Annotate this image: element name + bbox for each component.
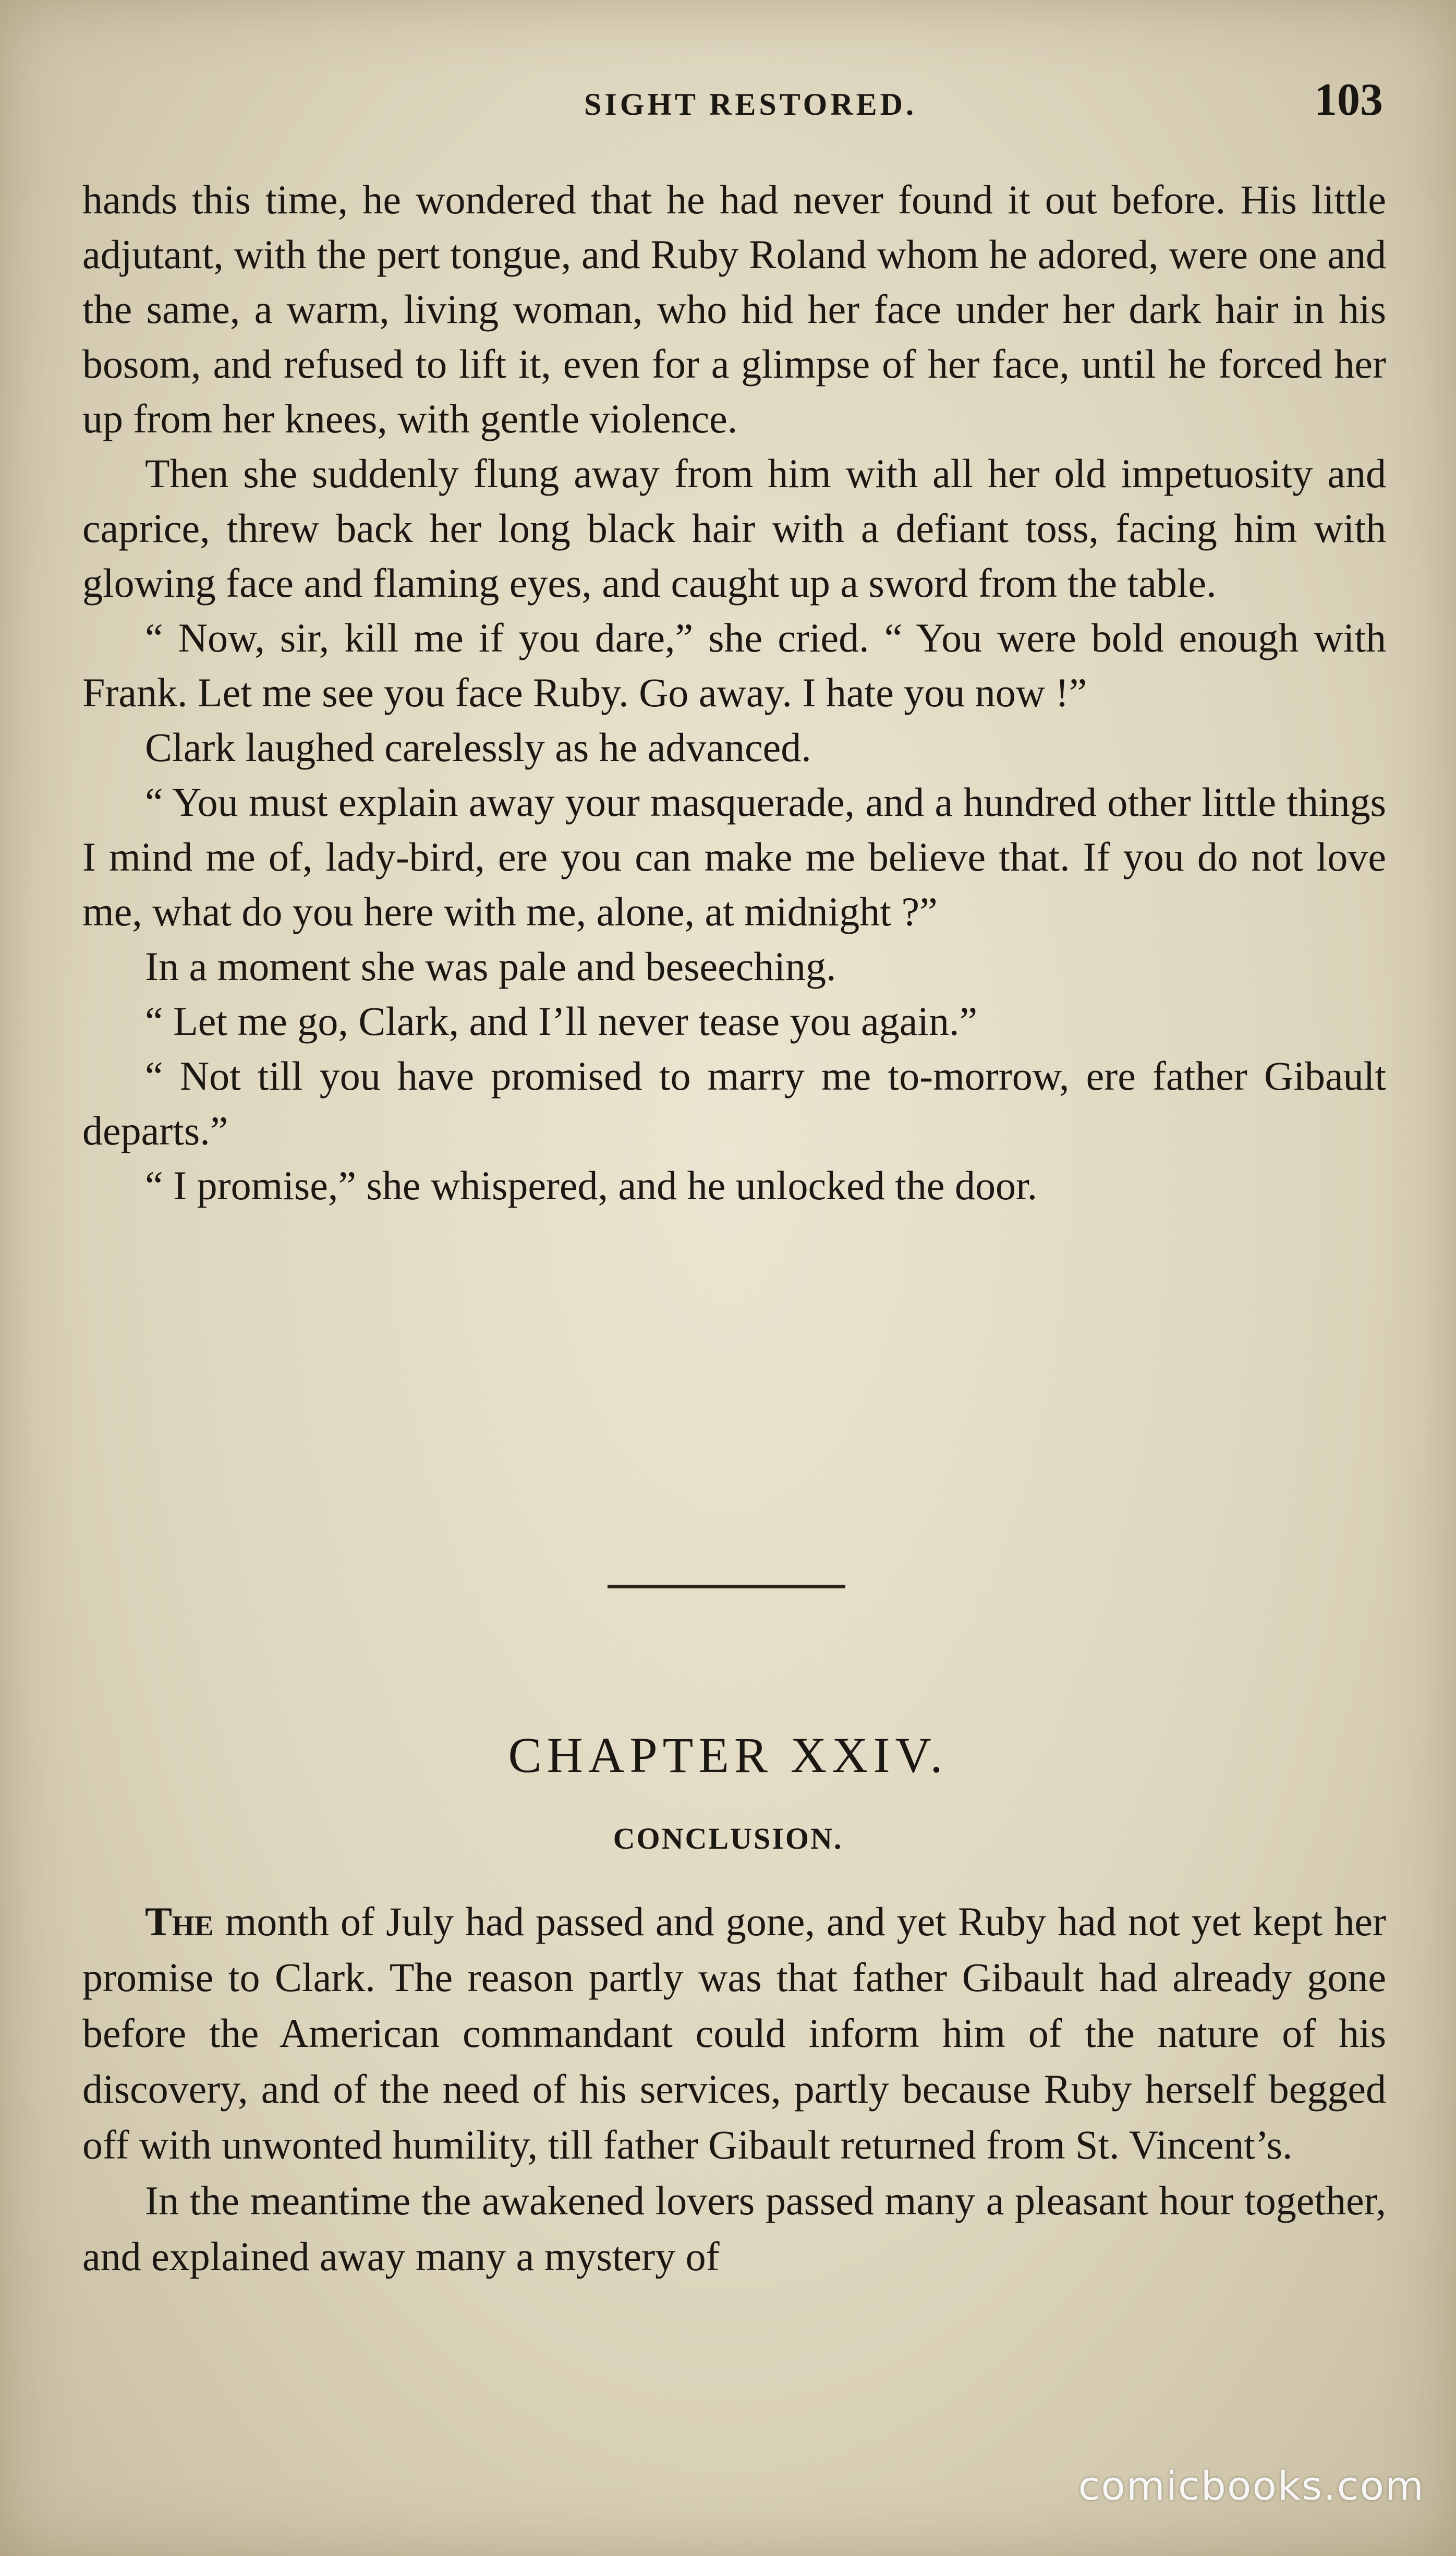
body-text-chapter xyxy=(82,1894,1386,2284)
page-header xyxy=(0,75,1456,141)
watermark: comicbooks.com xyxy=(1078,2463,1425,2509)
body-text-top xyxy=(82,172,1386,1213)
chapter-lead-word: The xyxy=(145,1899,214,1944)
paragraph xyxy=(82,1894,1386,2173)
page-number: 103 xyxy=(1314,75,1383,125)
paragraph: “ Now, sir, kill me if you dare,” she cried. “ You were bold enough with Frank. Let me see you face Ruby. Go away. I hate you now !” xyxy=(82,615,1386,715)
paragraph: “ You must explain away your masquerade, and a hundred other little things I mind me of, lady-bird, ere you can make me believe that. If you do not love me, what do you here with me, alone, at midnight ?” xyxy=(82,779,1386,934)
paragraph: Then she suddenly flung away from him with all her old impetuosity and caprice, threw back her long black hair with a defiant toss, facing him with glowing face and flaming eyes, and caught up a sword from the table. xyxy=(82,451,1386,606)
paragraph-text: month of July had passed and gone, and yet Ruby had not yet kept her promise to Clark. The reason partly was that father Gibault had already gone before the American commandant could inform him of the nature of his discovery, and of the need of his services, partly because Ruby herself begged off with unwonted humility, till father Gibault returned from St. Vincent’s. xyxy=(82,1899,1386,2167)
paragraph: Clark laughed carelessly as he advanced. xyxy=(145,725,811,770)
paragraph: In the meantime the awakened lovers passed many a pleasant hour together, and explained away many a mystery of xyxy=(82,2178,1386,2279)
chapter-title: CHAPTER XXIV. xyxy=(508,1727,948,1783)
paragraph: “ Not till you have promised to marry me to-morrow, ere father Gibault departs.” xyxy=(82,1053,1386,1153)
paragraph: “ I promise,” she whispered, and he unlocked the door. xyxy=(145,1163,1038,1208)
paragraph: hands this time, he wondered that he had never found it out before. His little adjutant, with the pert tongue, and Ruby Roland whom he adored, were one and the same, a warm, living woman, who hid her face under her dark hair in his bosom, and refused to lift it, even for a glimpse of her face, until he forced her up from her knees, with gentle violence. xyxy=(82,177,1386,441)
chapter-subtitle: CONCLUSION. xyxy=(613,1822,843,1855)
section-divider xyxy=(608,1585,845,1588)
running-title: SIGHT RESTORED. xyxy=(584,87,917,122)
paragraph: “ Let me go, Clark, and I’ll never tease you again.” xyxy=(145,998,978,1044)
paragraph: In a moment she was pale and beseeching. xyxy=(145,944,836,989)
